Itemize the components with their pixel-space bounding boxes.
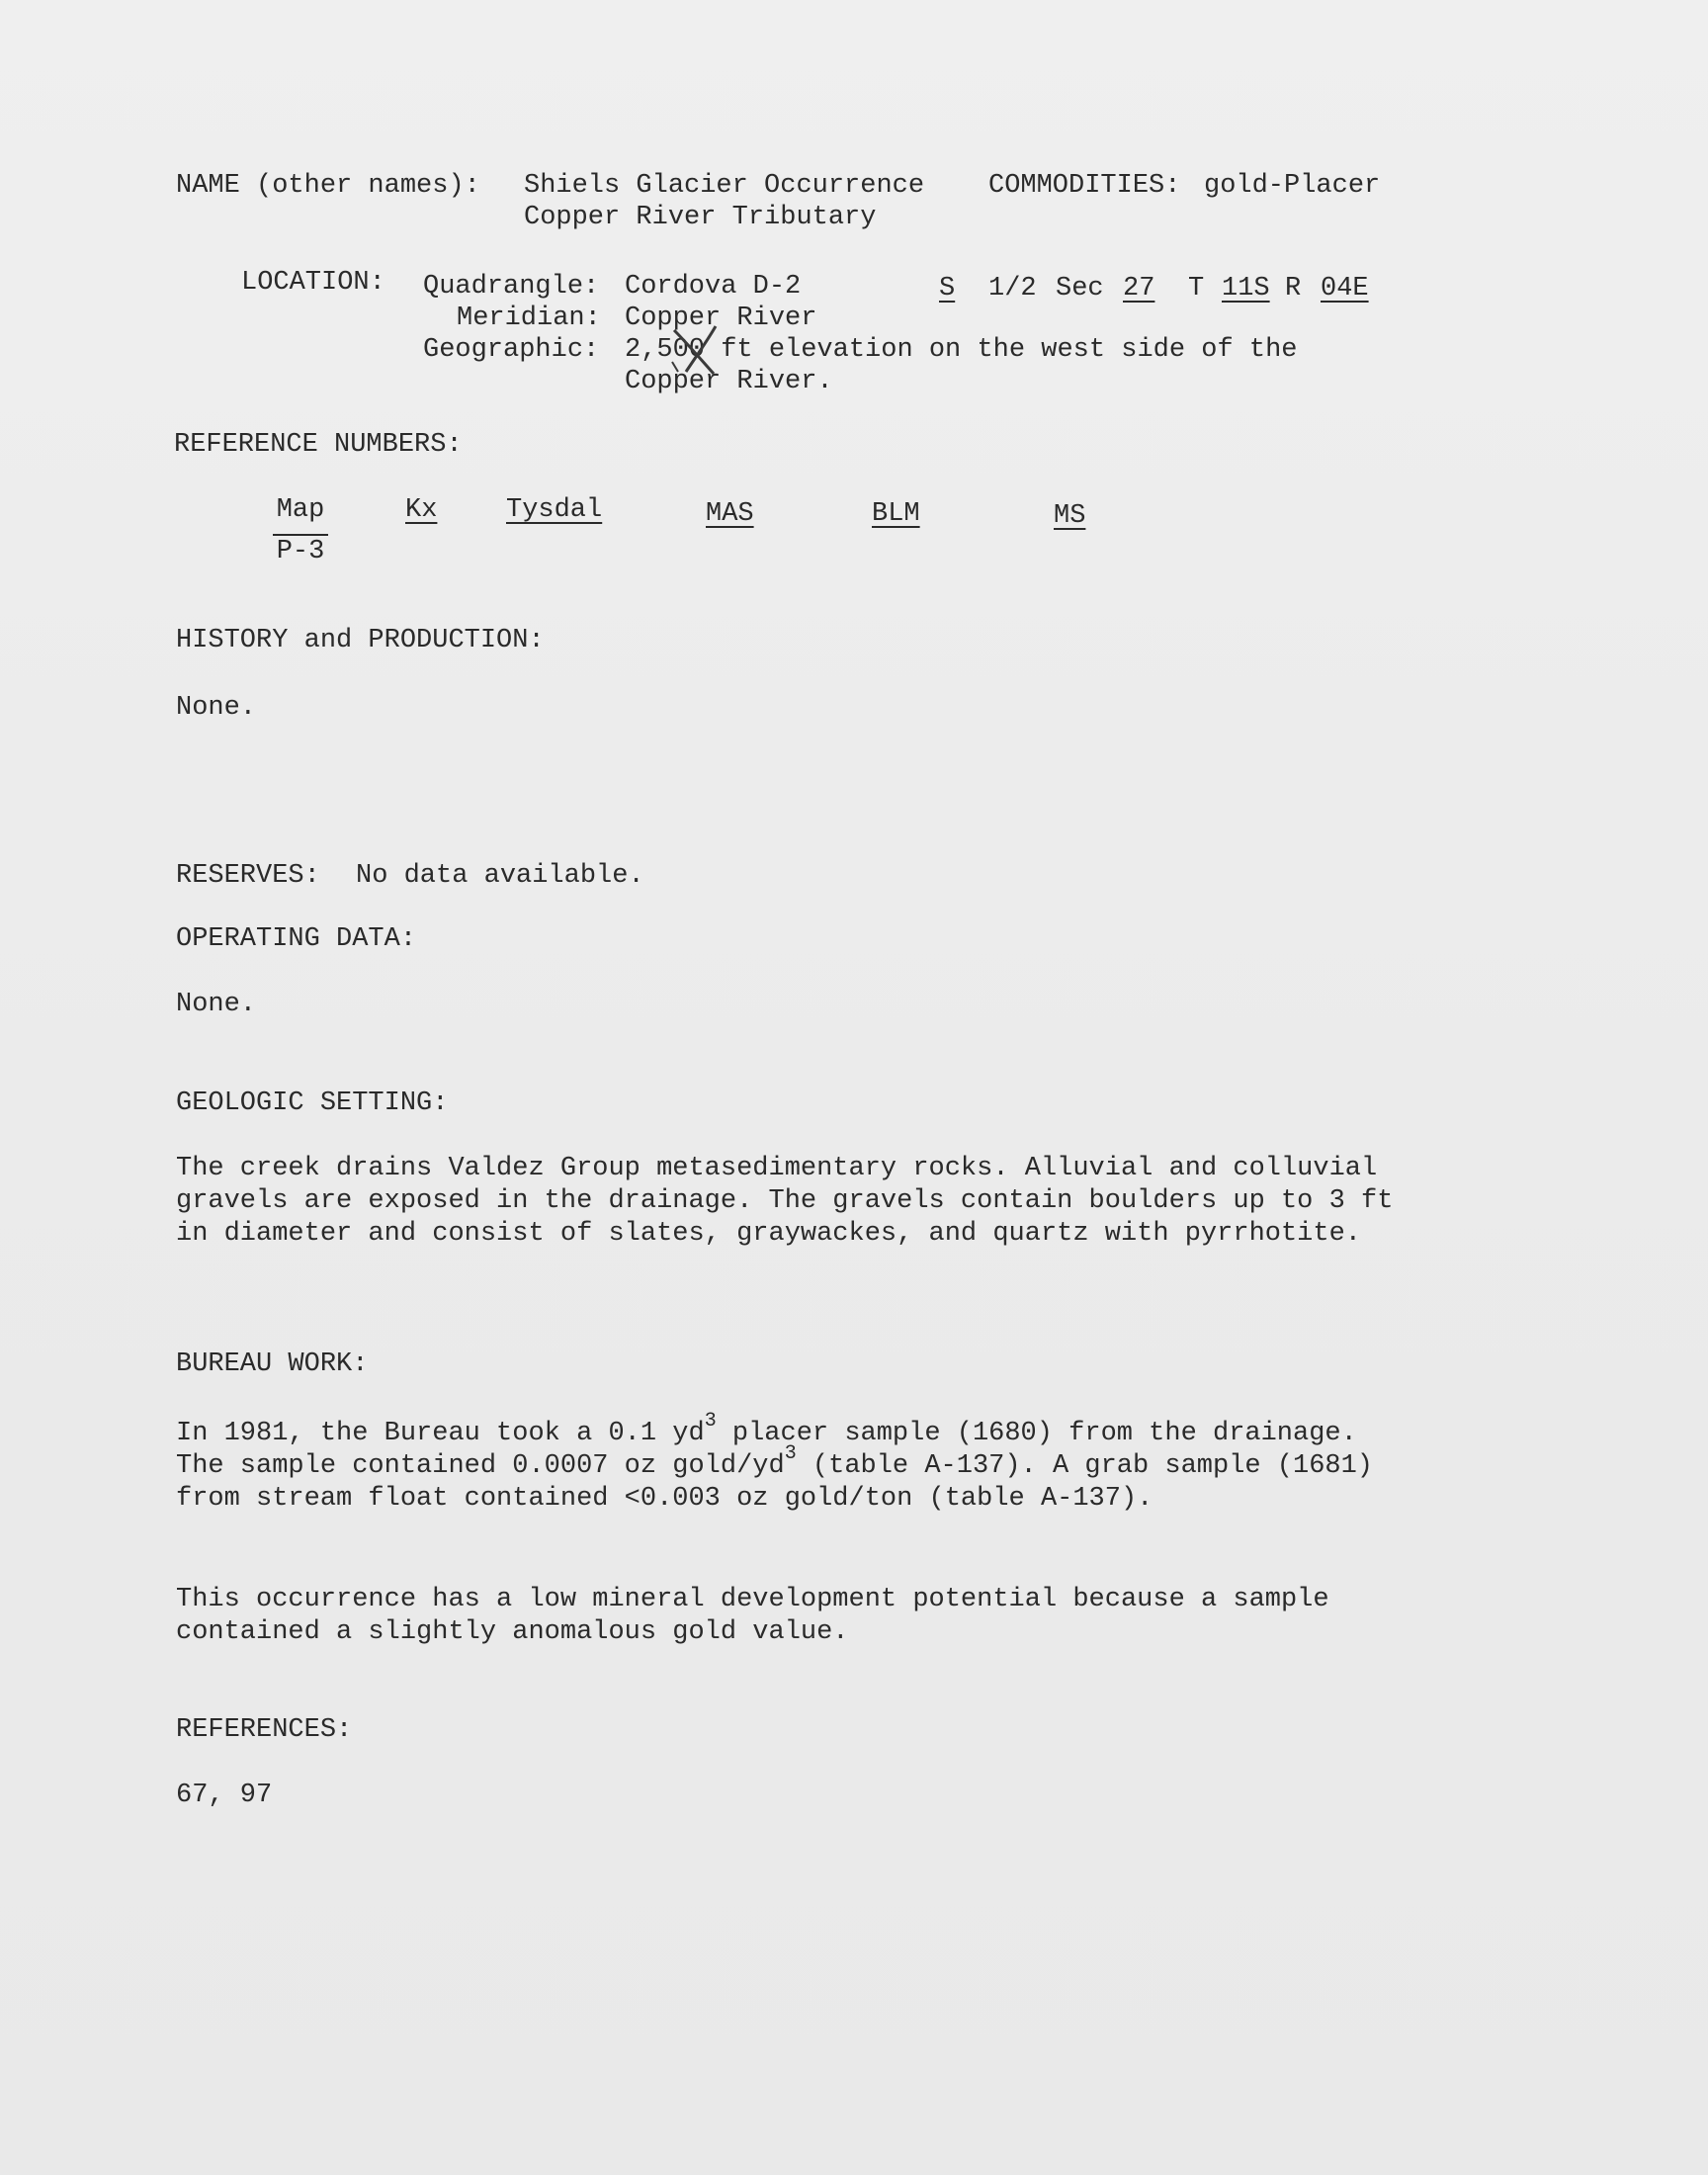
township-value: 11S: [1222, 274, 1270, 304]
bureau-text-c: (table A-137). A grab sample (1681) from stream float contained <0.003 oz gold/ton (table A-137).: [176, 1451, 1374, 1514]
section-label: Sec: [1056, 274, 1104, 304]
geologic-heading: GEOLOGIC SETTING:: [176, 1088, 449, 1118]
operating-text: None.: [176, 990, 257, 1019]
superscript-cubed: 3: [784, 1442, 797, 1465]
reference-numbers-label: REFERENCE NUMBERS:: [174, 430, 463, 460]
geologic-paragraph: [176, 1153, 1411, 1251]
reference-map: [273, 494, 328, 567]
correction-mark-icon: [668, 322, 727, 380]
bureau-text-2: This occurrence has a low mineral development potential because a sample contained a slightly anomalous gold value.: [176, 1585, 1329, 1647]
bureau-heading: BUREAU WORK:: [176, 1349, 369, 1379]
name-label: NAME (other names):: [176, 171, 480, 201]
reference-blm: BLM: [872, 499, 920, 529]
quadrangle-value: Cordova D-2: [625, 272, 802, 302]
half-section: S: [939, 274, 956, 304]
commodities-value: gold-Placer: [1204, 171, 1381, 201]
geographic-line-1: 2,500 ft elevation on the west side of the: [625, 335, 1298, 365]
reference-mas: MAS: [706, 499, 754, 529]
bureau-text-a: In 1981, the Bureau took a 0.1 yd: [176, 1419, 705, 1448]
geologic-text: The creek drains Valdez Group metasedimentary rocks. Alluvial and colluvial gravels are exposed in the drainage. The gravels contain boulders up to 3 ft in diameter and consist of slates, graywackes, and quartz with pyrrhotite.: [176, 1154, 1394, 1249]
reference-ms: MS: [1054, 501, 1086, 531]
range-value: 04E: [1321, 274, 1369, 304]
reference-kx: Kx: [405, 495, 438, 525]
reference-map-label: Map: [276, 495, 325, 525]
commodities-label: COMMODITIES:: [988, 171, 1181, 201]
history-text: None.: [176, 693, 257, 723]
meridian-label: Meridian:: [457, 304, 601, 333]
bureau-paragraph-2: [176, 1584, 1411, 1649]
reference-map-value: P-3: [273, 534, 328, 567]
superscript-cubed: 3: [704, 1410, 717, 1433]
township-label: T: [1188, 274, 1205, 304]
geographic-line-2: Copper River.: [625, 367, 833, 396]
operating-heading: OPERATING DATA:: [176, 924, 417, 954]
geographic-label: Geographic:: [423, 335, 600, 365]
reserves-text: No data available.: [356, 861, 644, 891]
location-label: LOCATION:: [241, 268, 385, 298]
section-value: 27: [1123, 274, 1155, 304]
bureau-text-b: placer sample (1680) from the drainage. The sample contained 0.0007 oz gold/yd: [176, 1419, 1357, 1481]
references-text: 67, 97: [176, 1781, 273, 1810]
range-label: R: [1285, 274, 1302, 304]
name-value: Shiels Glacier Occurrence: [524, 171, 925, 201]
quadrangle-label: Quadrangle:: [423, 272, 600, 302]
references-heading: REFERENCES:: [176, 1715, 353, 1745]
bureau-paragraph-1: [176, 1410, 1411, 1516]
meridian-value: Copper River: [625, 304, 817, 333]
history-heading: HISTORY and PRODUCTION:: [176, 626, 545, 655]
reserves-heading: RESERVES:: [176, 861, 320, 891]
other-name-value: Copper River Tributary: [524, 203, 877, 232]
half-section-suffix: 1/2: [988, 274, 1037, 304]
reference-tysdal: Tysdal: [506, 495, 603, 525]
